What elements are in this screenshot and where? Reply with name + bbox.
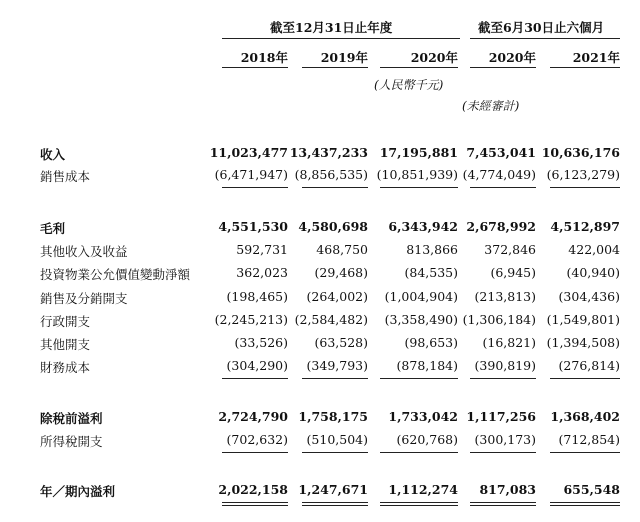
cell: (4,774,049) [462, 167, 536, 182]
cell: 2,678,992 [466, 219, 536, 234]
total-rule [470, 502, 536, 503]
row-label: 年／期內溢利 [40, 484, 116, 499]
total-rule [470, 505, 536, 506]
cell: (276,814) [558, 358, 620, 373]
cell: (33,526) [234, 335, 288, 350]
cell: (8,856,535) [294, 167, 368, 182]
cell: (1,004,904) [384, 289, 458, 304]
cell: (878,184) [396, 358, 458, 373]
total-rule [302, 502, 368, 503]
cell: (98,653) [404, 335, 458, 350]
subtotal-rule [222, 187, 288, 188]
cell: (6,123,279) [546, 167, 620, 182]
header-h1-group: 截至6月30日止六個月 [478, 20, 605, 35]
year-2019: 2019年 [320, 50, 368, 65]
cell: (84,535) [404, 265, 458, 280]
cell: 422,004 [568, 242, 620, 257]
row-label: 銷售及分銷開支 [40, 291, 128, 306]
subtotal-rule [550, 378, 620, 379]
row-label: 其他收入及收益 [40, 244, 128, 259]
cell: 1,758,175 [298, 409, 368, 424]
cell: (40,940) [566, 265, 620, 280]
cell: (264,002) [306, 289, 368, 304]
subtotal-rule [302, 187, 368, 188]
cell: 10,636,176 [541, 145, 620, 160]
subtotal-rule [302, 378, 368, 379]
total-rule [222, 505, 288, 506]
total-rule [380, 505, 458, 506]
subtotal-rule [380, 187, 458, 188]
subtotal-rule [222, 452, 288, 453]
cell: (349,793) [306, 358, 368, 373]
cell: (390,819) [474, 358, 536, 373]
cell: 655,548 [563, 482, 620, 497]
cell: 7,453,041 [466, 145, 536, 160]
row-label: 所得稅開支 [40, 434, 103, 449]
row-label: 投資物業公允價值變動淨額 [40, 267, 191, 282]
cell: (3,358,490) [384, 312, 458, 327]
cell: 362,023 [236, 265, 288, 280]
year-2018: 2018年 [240, 50, 288, 65]
row-label: 財務成本 [40, 360, 91, 375]
cell: (198,465) [226, 289, 288, 304]
cell: 2,022,158 [218, 482, 288, 497]
cell: 6,343,942 [388, 219, 458, 234]
row-label: 毛利 [40, 221, 66, 236]
cell: 13,437,233 [289, 145, 368, 160]
year-2020-fy: 2020年 [410, 50, 458, 65]
header-h1-underline [470, 38, 620, 39]
total-rule [550, 502, 620, 503]
total-rule [380, 502, 458, 503]
header-fy-underline [222, 38, 460, 39]
cell: (6,471,947) [214, 167, 288, 182]
year-2021-h1: 2021年 [572, 50, 620, 65]
year-underline-3 [380, 67, 458, 68]
year-underline-5 [550, 67, 620, 68]
subtotal-rule [550, 187, 620, 188]
year-underline-2 [302, 67, 368, 68]
cell: (2,245,213) [214, 312, 288, 327]
cell: 4,512,897 [550, 219, 620, 234]
cell: 1,112,274 [388, 482, 458, 497]
cell: (6,945) [490, 265, 536, 280]
subtotal-rule [380, 452, 458, 453]
subtotal-rule [550, 452, 620, 453]
cell: (1,394,508) [546, 335, 620, 350]
cell: (300,173) [474, 432, 536, 447]
year-2020-h1: 2020年 [488, 50, 536, 65]
cell: (510,504) [306, 432, 368, 447]
cell: 1,733,042 [388, 409, 458, 424]
cell: (1,306,184) [462, 312, 536, 327]
subtotal-rule [470, 378, 536, 379]
header-fy-group: 截至12月31日止年度 [270, 20, 393, 35]
cell: 813,866 [406, 242, 458, 257]
year-underline-4 [470, 67, 536, 68]
cell: 1,247,671 [298, 482, 368, 497]
unaudited-note: (未經審計) [462, 99, 520, 113]
cell: (304,290) [226, 358, 288, 373]
row-label: 除稅前溢利 [40, 411, 103, 426]
cell: (2,584,482) [294, 312, 368, 327]
year-underline-1 [222, 67, 288, 68]
cell: 372,846 [484, 242, 536, 257]
cell: (10,851,939) [376, 167, 458, 182]
cell: (213,813) [474, 289, 536, 304]
cell: (702,632) [226, 432, 288, 447]
cell: 1,368,402 [550, 409, 620, 424]
cell: 4,580,698 [298, 219, 368, 234]
subtotal-rule [380, 378, 458, 379]
cell: 4,551,530 [218, 219, 288, 234]
cell: (1,549,801) [546, 312, 620, 327]
cell: (712,854) [558, 432, 620, 447]
cell: (63,528) [314, 335, 368, 350]
cell: 2,724,790 [218, 409, 288, 424]
cell: 1,117,256 [466, 409, 536, 424]
row-label: 行政開支 [40, 314, 91, 329]
row-label: 銷售成本 [40, 169, 91, 184]
total-rule [302, 505, 368, 506]
subtotal-rule [470, 452, 536, 453]
row-label: 其他開支 [40, 337, 91, 352]
subtotal-rule [302, 452, 368, 453]
cell: 11,023,477 [209, 145, 288, 160]
row-label: 收入 [40, 147, 66, 162]
subtotal-rule [470, 187, 536, 188]
cell: (304,436) [558, 289, 620, 304]
total-rule [222, 502, 288, 503]
cell: 17,195,881 [379, 145, 458, 160]
cell: 592,731 [236, 242, 288, 257]
cell: 817,083 [479, 482, 536, 497]
subtotal-rule [222, 378, 288, 379]
unit-note: (人民幣千元) [374, 78, 444, 92]
cell: (29,468) [314, 265, 368, 280]
cell: (620,768) [396, 432, 458, 447]
cell: 468,750 [316, 242, 368, 257]
total-rule [550, 505, 620, 506]
cell: (16,821) [482, 335, 536, 350]
